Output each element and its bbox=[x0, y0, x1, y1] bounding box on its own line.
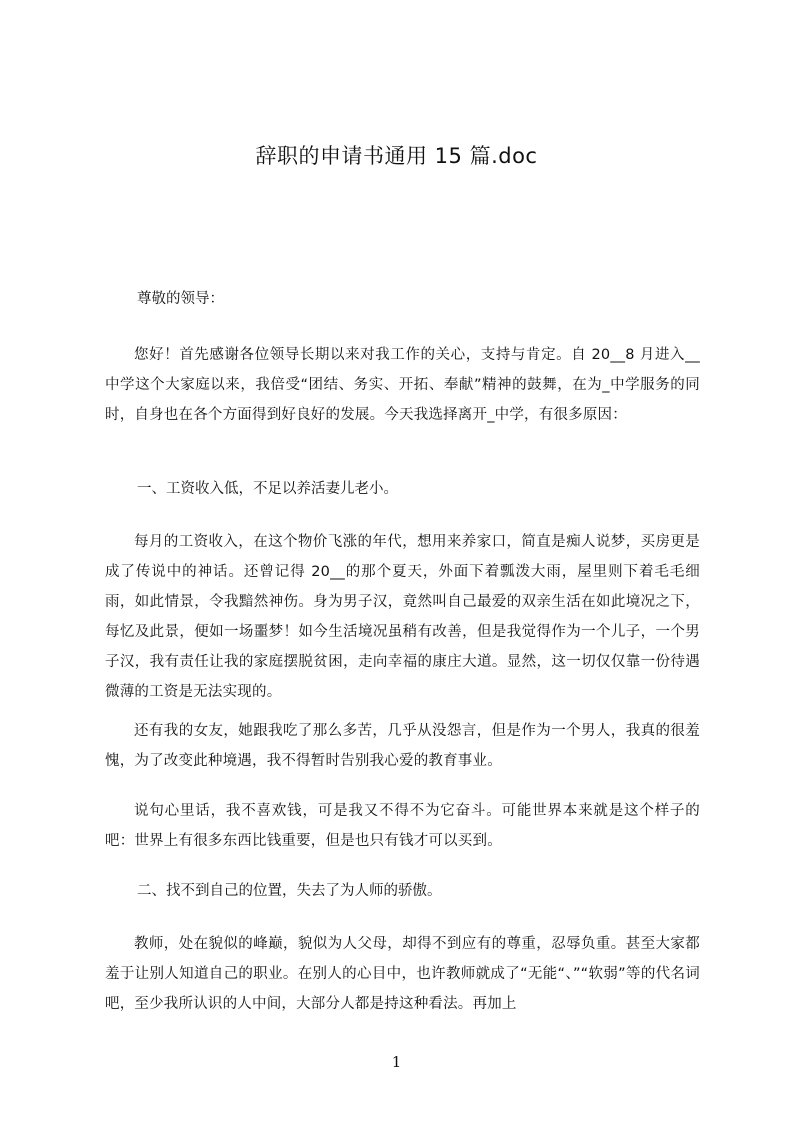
paragraph-salary bbox=[105, 527, 700, 707]
paragraph-text: 每月的工资收入，在这个物价飞涨的年代，想用来养家口，简直是痴人说梦，买房更是成了传说中的神话。还曾记得 20__的那个夏天，外面下着瓢泼大雨，屋里则下着毛毛细雨，如此情景，令我黯然神伤。身为男子汉，竟然叫自己最爱的双亲生活在如此境况之下，每忆及此景，便如一场噩梦！如今生活境况虽稍有改善，但是我觉得作为一个儿子，一个男子汉，我有责任让我的家庭摆脱贫困，走向幸福的康庄大道。显然，这一切仅仅靠一份待遇微薄的工资是无法实现的。 bbox=[105, 534, 700, 700]
paragraph-text: 教师，处在貌似的峰巅，貌似为人父母，却得不到应有的尊重，忍辱负重。甚至大家都羞于让别人知道自己的职业。在别人的心目中，也许教师就成了“无能“、”“软弱”等的代名词吧，至少我所认识的人中间，大部分人都是持这种看法。再加上 bbox=[105, 936, 700, 1012]
paragraph-girlfriend bbox=[105, 716, 700, 776]
salutation: 尊敬的领导： bbox=[137, 291, 224, 307]
document-title: 辞职的申请书通用 15 篇.doc bbox=[255, 144, 538, 168]
page-number: 1 bbox=[391, 1053, 402, 1071]
paragraph-money bbox=[105, 796, 700, 856]
paragraph-teacher bbox=[105, 929, 700, 1019]
paragraph-text: 说句心里话，我不喜欢钱，可是我又不得不为它奋斗。可能世界本来就是这个样子的吧：世界上有很多东西比钱重要，但是也只有钱才可以买到。 bbox=[105, 803, 700, 849]
paragraph-opening bbox=[105, 340, 700, 430]
paragraph-text: 还有我的女友，她跟我吃了那么多苦，几乎从没怨言，但是作为一个男人，我真的很羞愧，为了改变此种境遇，我不得暂时告别我心爱的教育事业。 bbox=[105, 723, 700, 769]
paragraph-text: 您好！首先感谢各位领导长期以来对我工作的关心，支持与肯定。自 20__8 月进入__中学这个大家庭以来，我倍受“团结、务实、开拓、奉献”精神的鼓舞，在为_中学服务的同时，自身也在各个方面得到好良好的发展。今天我选择离开_中学，有很多原因： bbox=[105, 347, 700, 423]
section-heading-2: 二、找不到自己的位置，失去了为人师的骄傲。 bbox=[137, 883, 442, 899]
section-heading-1: 一、工资收入低，不足以养活妻儿老小。 bbox=[137, 481, 398, 497]
